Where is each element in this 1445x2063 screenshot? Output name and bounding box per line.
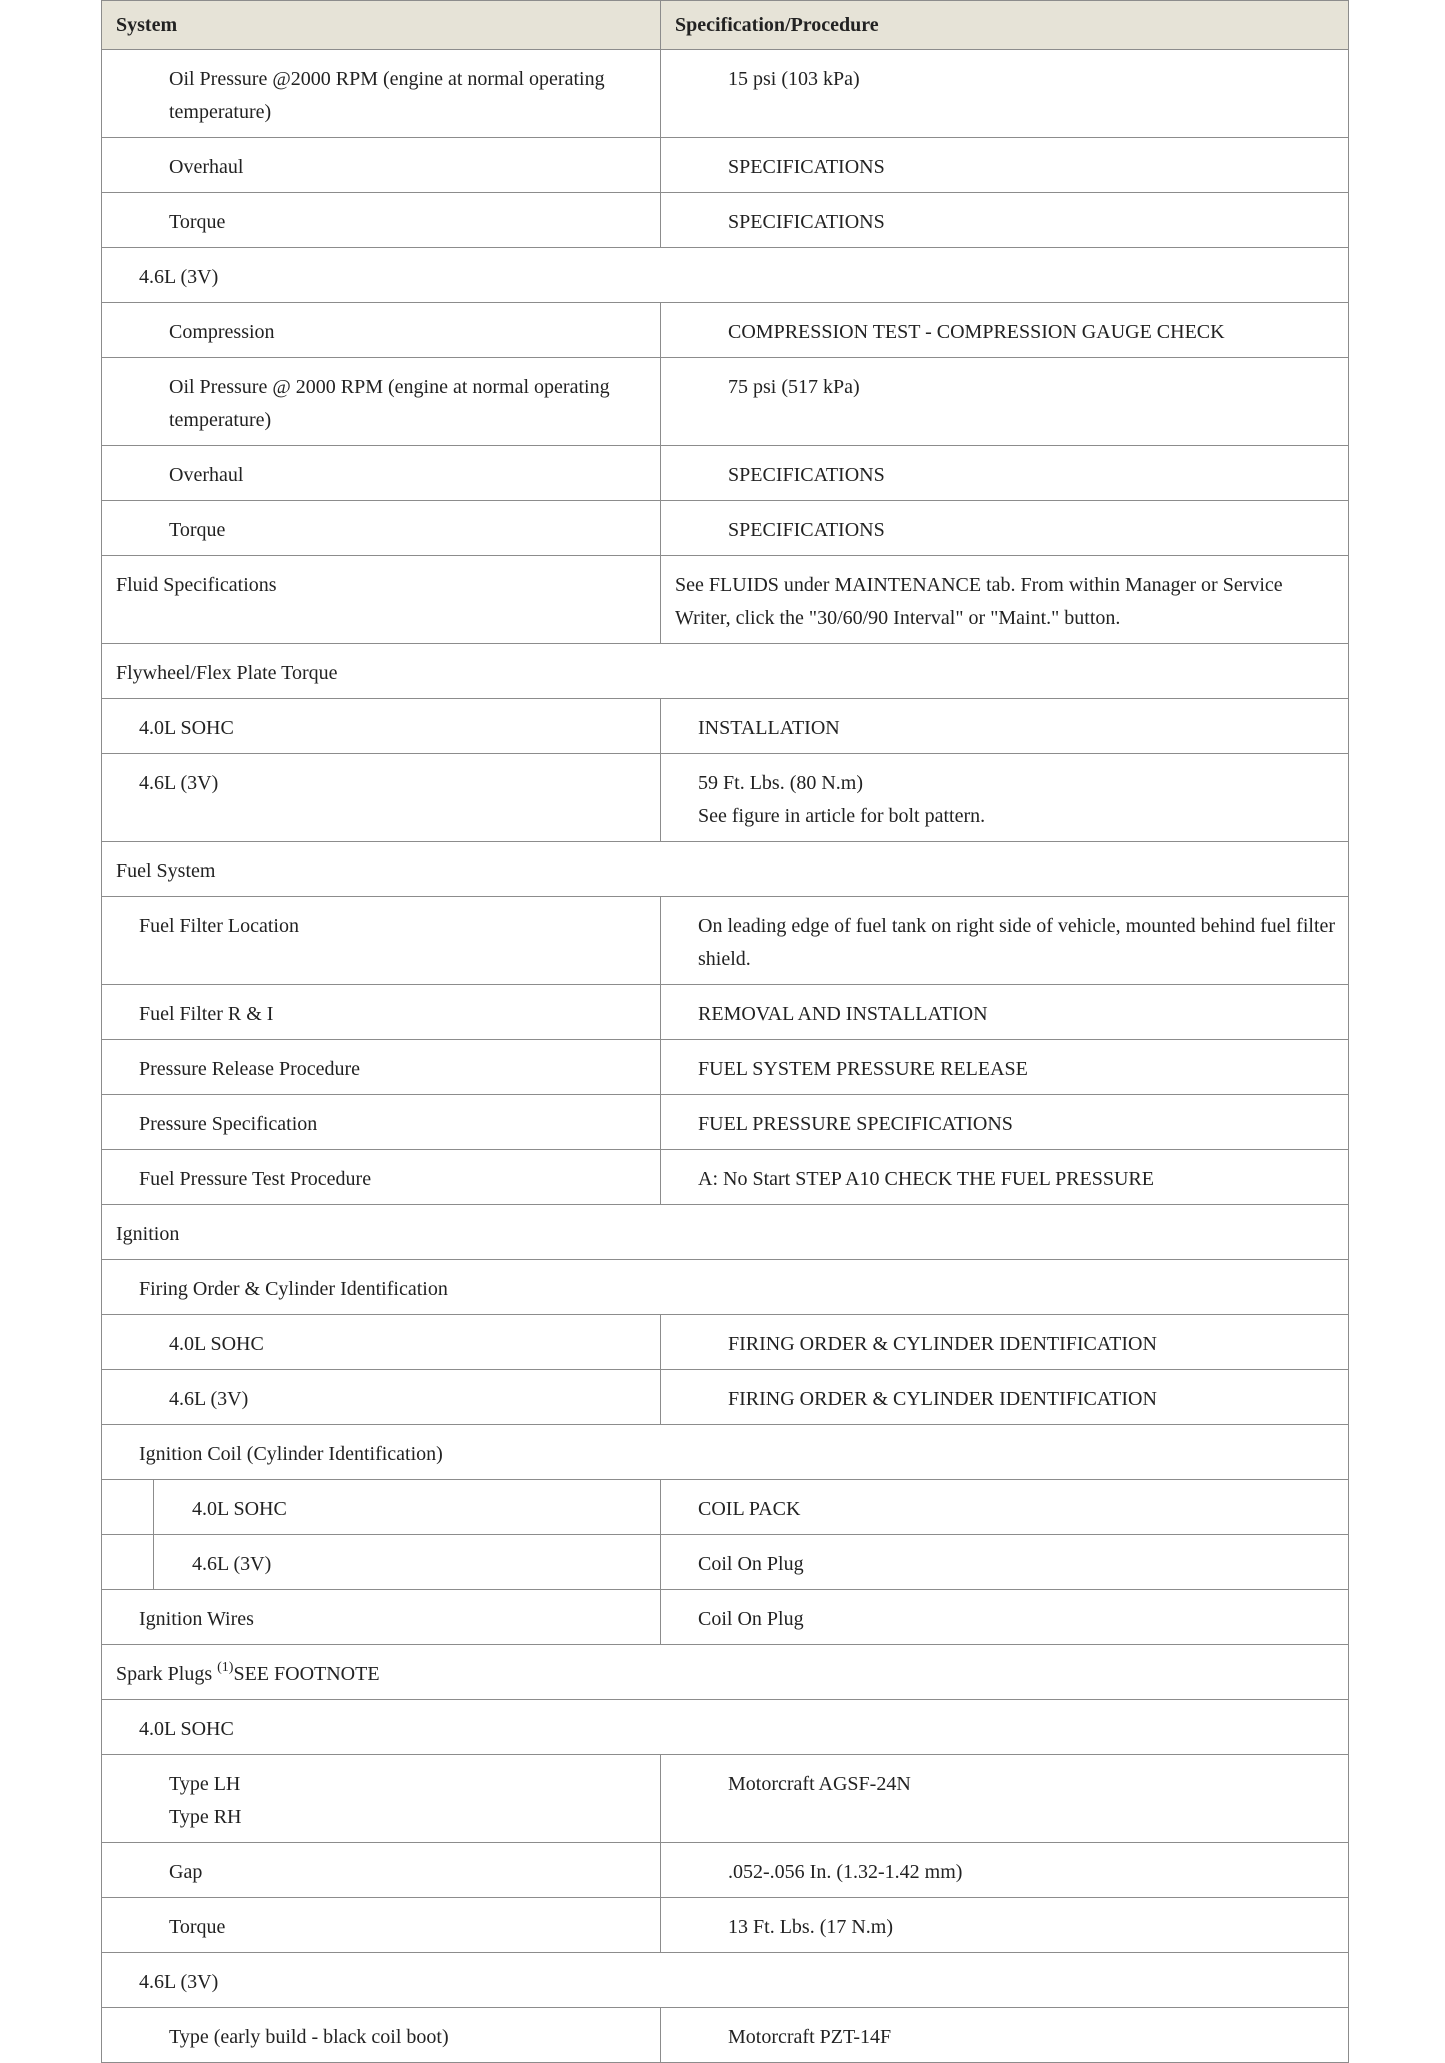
system-label: 4.6L (3V) — [169, 1388, 249, 1410]
table-section-row — [102, 1953, 1349, 2008]
system-cell — [102, 446, 661, 501]
table-row — [102, 1843, 1349, 1898]
system-cell — [102, 1370, 661, 1425]
system-cell — [102, 1590, 661, 1645]
table-section-row — [102, 842, 1349, 897]
table-row — [102, 1095, 1349, 1150]
specification-cell — [661, 1480, 1349, 1535]
system-label: 4.0L SOHC — [169, 1333, 264, 1355]
system-cell — [102, 501, 661, 556]
system-label: 4.0L SOHC — [192, 1498, 287, 1520]
table-row — [102, 1898, 1349, 1953]
system-cell — [102, 1095, 661, 1150]
section-cell — [102, 1205, 1349, 1260]
specification-cell — [661, 1843, 1349, 1898]
section-cell — [102, 1260, 1349, 1315]
system-label: Torque — [169, 519, 226, 541]
specification-value: 13 Ft. Lbs. (17 N.m) — [728, 1916, 894, 1938]
specification-cell — [661, 897, 1349, 985]
system-label: Pressure Release Procedure — [139, 1058, 361, 1080]
system-label: 4.6L (3V) — [139, 772, 219, 794]
table-row — [102, 1590, 1349, 1645]
table-row — [102, 358, 1349, 446]
specification-value: FUEL SYSTEM PRESSURE RELEASE — [698, 1058, 1028, 1080]
table-row — [102, 1755, 1349, 1843]
specification-value: .052-.056 In. (1.32-1.42 mm) — [728, 1861, 963, 1883]
system-cell — [102, 1040, 661, 1095]
specification-table — [101, 0, 1349, 2063]
specification-value: 75 psi (517 kPa) — [728, 376, 860, 398]
section-label: 4.6L (3V) — [139, 1971, 219, 1993]
section-cell — [102, 644, 1349, 699]
system-cell — [102, 897, 661, 985]
specification-value: SPECIFICATIONS — [728, 464, 885, 486]
specification-cell — [661, 556, 1349, 644]
specification-column-header: Specification/Procedure — [661, 1, 1349, 50]
table-row — [102, 1150, 1349, 1205]
specification-value: Motorcraft AGSF-24N — [728, 1773, 911, 1795]
specification-cell — [661, 1898, 1349, 1953]
specification-cell — [661, 1755, 1349, 1843]
specification-value: On leading edge of fuel tank on right side of vehicle, mounted behind fuel filter shield. — [698, 915, 1336, 970]
section-cell — [102, 1700, 1349, 1755]
system-cell — [102, 699, 661, 754]
specification-value: Motorcraft PZT-14F — [728, 2026, 892, 2048]
specification-value: COIL PACK — [698, 1498, 801, 1520]
specification-cell — [661, 1095, 1349, 1150]
table-row — [102, 2008, 1349, 2063]
system-label: Overhaul — [169, 156, 244, 178]
specification-cell — [661, 303, 1349, 358]
section-label: Fuel System — [116, 860, 216, 882]
system-cell — [102, 1843, 661, 1898]
system-label: Oil Pressure @2000 RPM (engine at normal operating temperature) — [169, 68, 605, 123]
system-label: Gap — [169, 1861, 203, 1883]
footnote-marker: (1) — [217, 1660, 234, 1675]
system-cell — [102, 2008, 661, 2063]
specification-cell — [661, 985, 1349, 1040]
specification-value: A: No Start STEP A10 CHECK THE FUEL PRESSURE — [698, 1168, 1154, 1190]
system-cell — [102, 303, 661, 358]
indent-gutter-cell — [102, 1480, 154, 1535]
system-label: Compression — [169, 321, 275, 343]
system-label: 4.0L SOHC — [139, 717, 234, 739]
system-cell — [102, 138, 661, 193]
system-cell — [102, 1150, 661, 1205]
specification-cell — [661, 2008, 1349, 2063]
specification-value: REMOVAL AND INSTALLATION — [698, 1003, 988, 1025]
table-row — [102, 1535, 1349, 1590]
specification-value: 59 Ft. Lbs. (80 N.m) — [698, 772, 864, 794]
table-section-row — [102, 1260, 1349, 1315]
system-label: Fluid Specifications — [116, 574, 277, 596]
table-section-row — [102, 1205, 1349, 1260]
section-label: Ignition — [116, 1223, 180, 1245]
specification-cell — [661, 699, 1349, 754]
specification-cell — [661, 1150, 1349, 1205]
table-section-row — [102, 644, 1349, 699]
specification-cell — [661, 1040, 1349, 1095]
system-cell — [102, 754, 661, 842]
table-row — [102, 138, 1349, 193]
table-row — [102, 754, 1349, 842]
system-cell — [154, 1535, 661, 1590]
specification-value: FIRING ORDER & CYLINDER IDENTIFICATION — [728, 1388, 1157, 1410]
table-row — [102, 1315, 1349, 1370]
system-label: Fuel Pressure Test Procedure — [139, 1168, 372, 1190]
specification-cell — [661, 358, 1349, 446]
footnote-reference: SEE FOOTNOTE — [233, 1663, 380, 1685]
specification-cell — [661, 1590, 1349, 1645]
specification-value: Coil On Plug — [698, 1608, 804, 1630]
table-section-row — [102, 248, 1349, 303]
specification-cell — [661, 446, 1349, 501]
table-row — [102, 446, 1349, 501]
section-cell — [102, 1425, 1349, 1480]
specification-cell — [661, 138, 1349, 193]
specification-value: FUEL PRESSURE SPECIFICATIONS — [698, 1113, 1013, 1135]
system-label: Ignition Wires — [139, 1608, 254, 1630]
table-body — [102, 50, 1349, 2063]
system-cell — [102, 985, 661, 1040]
section-cell — [102, 248, 1349, 303]
specification-value: 15 psi (103 kPa) — [728, 68, 860, 90]
table-section-row — [102, 1645, 1349, 1700]
table-row — [102, 501, 1349, 556]
system-label: Type LH — [169, 1773, 241, 1795]
section-label: Firing Order & Cylinder Identification — [139, 1278, 448, 1300]
table-section-row — [102, 1425, 1349, 1480]
system-label: Fuel Filter R & I — [139, 1003, 274, 1025]
system-cell — [102, 1315, 661, 1370]
system-column-header: System — [102, 1, 661, 50]
table-row — [102, 556, 1349, 644]
specification-cell — [661, 1535, 1349, 1590]
specification-value: SPECIFICATIONS — [728, 211, 885, 233]
specification-cell — [661, 50, 1349, 138]
table-section-row — [102, 1700, 1349, 1755]
system-cell — [102, 1898, 661, 1953]
system-label: 4.6L (3V) — [192, 1553, 272, 1575]
specification-value: FIRING ORDER & CYLINDER IDENTIFICATION — [728, 1333, 1157, 1355]
system-cell — [154, 1480, 661, 1535]
indent-gutter-cell — [102, 1535, 154, 1590]
specification-cell — [661, 1370, 1349, 1425]
table-row — [102, 699, 1349, 754]
system-cell — [102, 358, 661, 446]
system-label: Torque — [169, 211, 226, 233]
specification-value: COMPRESSION TEST - COMPRESSION GAUGE CHECK — [728, 321, 1225, 343]
section-cell — [102, 1645, 1349, 1700]
specification-cell — [661, 501, 1349, 556]
table-row — [102, 1040, 1349, 1095]
system-cell — [102, 556, 661, 644]
table-row — [102, 897, 1349, 985]
specification-value: Coil On Plug — [698, 1553, 804, 1575]
specification-cell — [661, 754, 1349, 842]
system-label: Fuel Filter Location — [139, 915, 299, 937]
table-row — [102, 50, 1349, 138]
specification-note: See figure in article for bolt pattern. — [698, 805, 986, 827]
system-label: Torque — [169, 1916, 226, 1938]
system-label: Pressure Specification — [139, 1113, 318, 1135]
section-label: Ignition Coil (Cylinder Identification) — [139, 1443, 443, 1465]
table-row — [102, 985, 1349, 1040]
system-cell — [102, 1755, 661, 1843]
system-label: Type (early build - black coil boot) — [169, 2026, 449, 2048]
specification-cell — [661, 193, 1349, 248]
table-row — [102, 303, 1349, 358]
table-row — [102, 193, 1349, 248]
system-cell — [102, 193, 661, 248]
specification-cell — [661, 1315, 1349, 1370]
system-label: Overhaul — [169, 464, 244, 486]
table-row — [102, 1480, 1349, 1535]
system-label: Oil Pressure @ 2000 RPM (engine at normal operating temperature) — [169, 376, 610, 431]
specification-value: SPECIFICATIONS — [728, 519, 885, 541]
section-label: Spark Plugs — [116, 1663, 218, 1685]
specification-value: INSTALLATION — [698, 717, 840, 739]
specification-value: See FLUIDS under MAINTENANCE tab. From within Manager or Service Writer, click the "30/60/90 Interval" or "Maint." button. — [675, 574, 1283, 629]
table-header-row — [102, 1, 1349, 50]
section-cell — [102, 842, 1349, 897]
section-label: 4.6L (3V) — [139, 266, 219, 288]
section-label: Flywheel/Flex Plate Torque — [116, 662, 338, 684]
system-cell — [102, 50, 661, 138]
section-cell — [102, 1953, 1349, 2008]
specification-value: SPECIFICATIONS — [728, 156, 885, 178]
table-row — [102, 1370, 1349, 1425]
section-label: 4.0L SOHC — [139, 1718, 234, 1740]
system-label: Type RH — [169, 1806, 242, 1828]
